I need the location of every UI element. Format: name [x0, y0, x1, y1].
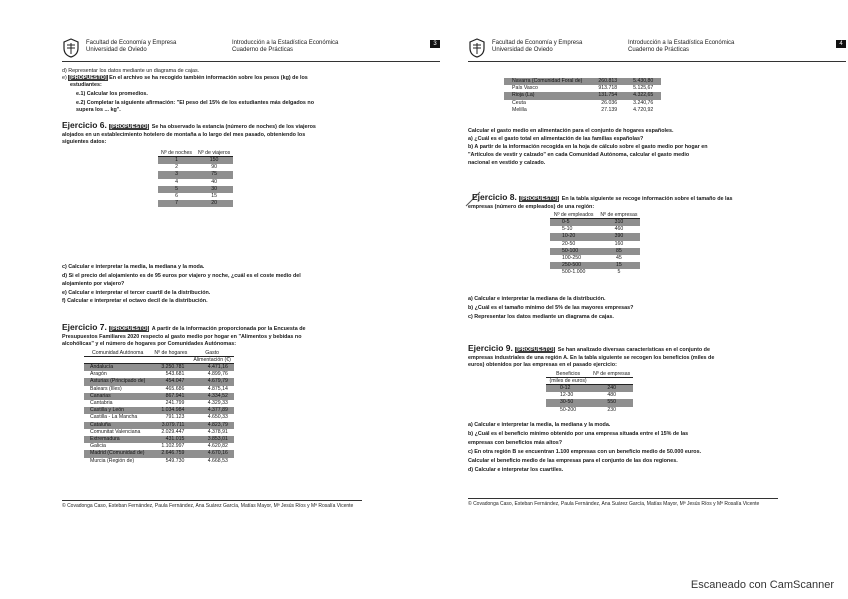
ex7-text: alcohólicas" y el número de hogares por Comunidades Autónomas: — [62, 341, 236, 347]
item-text: supera los ... kg". — [76, 107, 121, 113]
table-row — [158, 179, 233, 186]
ex6-text: alojados en un establecimiento hotelero de montaña a lo largo del mes pasado, obteniendo los — [62, 132, 306, 138]
table-cell: 4.899,76 — [207, 371, 228, 378]
table-cell: Melilla — [512, 106, 527, 113]
column-header: Gasto — [190, 350, 233, 357]
table-cell: Madrid (Comunidad de) — [84, 450, 151, 457]
table-cell: Aragón — [90, 371, 107, 378]
table-header-row — [84, 357, 234, 364]
table-cell: 2.646.759 — [151, 450, 190, 457]
column-header: Comunidad Autónoma — [84, 350, 151, 357]
table-cell: Cataluña — [84, 422, 151, 429]
table-row — [546, 407, 633, 414]
faculty-name: Facultad de Economía y Empresa Universidad de Oviedo — [86, 40, 177, 53]
exercise-9-heading: Ejercicio 9. [PROPUESTO] Se han analizado diversas características en el conjunto de — [468, 343, 710, 353]
table-row — [84, 364, 234, 372]
table-cell: 4.823,79 — [190, 422, 233, 429]
table-cell: 100-250 — [562, 255, 582, 262]
proposed-tag: [PROPUESTO] — [110, 124, 149, 130]
proposed-tag: [PROPUESTO] — [516, 347, 555, 353]
question-line: empresas con beneficios más altos? — [468, 440, 563, 446]
table-row — [158, 157, 233, 165]
proposed-tag: [PROPUESTO] — [520, 196, 559, 202]
table-cell: País Vasco — [512, 85, 538, 92]
table-cell: 250-500 — [550, 262, 597, 269]
table-row — [504, 78, 661, 85]
table-cell: 20 — [195, 200, 233, 207]
ex7-table — [84, 350, 234, 465]
column-header: Nº de empresas — [590, 371, 633, 378]
table-cell: Canarias — [84, 393, 151, 400]
table-row — [158, 186, 233, 193]
table-cell: Rioja (La) — [504, 92, 590, 99]
column-header: Alimentación (€) — [190, 357, 233, 364]
question-line: e) Calcular e interpretar el tercer cuartil de la distribución. — [62, 289, 211, 296]
table-row — [84, 422, 234, 429]
table-cell: 4.670,16 — [190, 450, 233, 457]
table-cell: 50-200 — [560, 406, 577, 413]
item-text: estudiantes: — [70, 82, 102, 88]
column-header — [151, 357, 190, 364]
page-number: 3 — [430, 40, 440, 48]
university-crest-icon — [468, 38, 486, 58]
table-row — [546, 392, 633, 399]
question-line: f) Calcular e interpretar el octavo decil de la distribución. — [62, 298, 208, 304]
table-cell: 0-12 — [546, 385, 590, 393]
table-cell: 4.322,65 — [625, 92, 661, 99]
table-cell: 40 — [211, 178, 217, 185]
table-cell: 150 — [195, 157, 233, 165]
ex6-text: siguientes datos: — [62, 139, 107, 145]
table-cell: Galicia — [90, 443, 106, 450]
table-row — [84, 450, 234, 457]
exercise-7-heading: Ejercicio 7. [PROPUESTO] A partir de la información proporcionada por la Encuesta de — [62, 322, 306, 332]
item-d: d) Representar los datos mediante un diagrama de cajas. — [62, 68, 200, 74]
table-cell: 3.250.781 — [151, 364, 190, 372]
page-header — [468, 38, 846, 62]
table-cell: Murcia (Región de) — [90, 457, 135, 464]
table-cell: 75 — [195, 171, 233, 178]
table-cell: Andalucía — [84, 364, 151, 372]
table-cell: 15 — [597, 262, 640, 269]
table-row — [84, 407, 234, 414]
table-row — [550, 269, 640, 276]
exercise-8-heading: Ejercicio 8. [PROPUESTO] En la tabla siguiente se recoge información sobre el tamaño de las — [472, 192, 733, 202]
proposed-tag: [PROPUESTO] — [69, 75, 107, 81]
table-row — [84, 436, 234, 443]
table-cell: 0-5 — [550, 219, 597, 227]
table-cell: 1.102.997 — [161, 443, 185, 450]
table-cell: 3.853,01 — [190, 436, 233, 443]
table-cell: 4.471,16 — [190, 364, 233, 372]
table-cell: 913.718 — [598, 85, 618, 92]
table-row — [84, 414, 234, 421]
table-row — [550, 219, 640, 227]
table-cell: 4 — [175, 178, 178, 185]
item-text: e.1) Calcular los promedios. — [76, 91, 148, 97]
question-line: c) Representar los datos mediante un diagrama de cajas. — [468, 314, 614, 320]
table-cell: 4.650,33 — [207, 414, 228, 421]
table-cell: 230 — [607, 406, 617, 413]
table-row — [550, 262, 640, 269]
table-cell: 5.125,67 — [633, 85, 654, 92]
table-row — [84, 458, 234, 465]
university-crest-icon — [62, 38, 80, 58]
column-header — [84, 357, 151, 364]
question-line: a) Calcular e interpretar la media, la mediana y la moda. — [468, 422, 611, 428]
column-header: Nº de noches — [158, 150, 195, 157]
scanner-watermark: Escaneado con CamScanner — [690, 579, 834, 591]
table-cell: 30 — [195, 186, 233, 193]
table-cell: 50-100 — [550, 248, 597, 255]
table-cell: 30-50 — [546, 399, 590, 406]
table-cell: 4.334,52 — [190, 393, 233, 400]
table-cell: 4.620,82 — [207, 443, 228, 450]
table-row — [84, 386, 234, 393]
table-row — [84, 429, 234, 436]
table-cell: 2.029.447 — [161, 428, 185, 435]
item-e: e) [PROPUESTO] En el archivo se ha recogido también información sobre los pesos (kg) de los — [62, 75, 308, 81]
ex6-table — [158, 150, 233, 207]
right-page — [468, 38, 846, 528]
table-row — [84, 400, 234, 407]
table-cell: 2 — [175, 164, 178, 171]
table-row — [158, 193, 233, 200]
column-header: (miles de euros) — [546, 378, 590, 385]
course-title: Introducción a la Estadística Económica Cuaderno de Prácticas — [232, 40, 339, 53]
table-cell: Comunitat Valenciana — [90, 428, 141, 435]
question-line: "Artículos de vestir y calzado" en cada Comunidad Autónoma, calcular el gasto medio — [468, 152, 690, 158]
course-title: Introducción a la Estadística Económica Cuaderno de Prácticas — [628, 40, 735, 53]
footer-copyright: © Covadonga Caso, Esteban Fernández, Paula Fernández, Ana Suárez García, Matías Mayor, Mª Jesús Ríos y Mª Rosalía Vicente — [62, 500, 362, 510]
table-row — [550, 248, 640, 255]
table-cell: 431.015 — [151, 436, 190, 443]
question-line: Calcular el gasto medio en alimentación para el conjunto de hogares españoles. — [468, 128, 674, 134]
ex7-text: Presupuestos Familiares 2020 respecto al gasto medio por hogar en "Alimentos y bebidas no — [62, 334, 302, 340]
table-row — [84, 443, 234, 450]
ex8-text: empresas (número de empleados) de una región: — [468, 204, 595, 210]
exercise-6-heading: Ejercicio 6. [PROPUESTO] Se ha observado la estancia (número de noches) de los viajeros — [62, 120, 316, 130]
ex7-table-continued — [504, 78, 661, 114]
ex9-text: euros) obtenidos por las empresas en el pasado ejercicio: — [468, 362, 617, 368]
page-number: 4 — [836, 40, 846, 48]
question-line: a) Calcular e interpretar la mediana de la distribución. — [468, 296, 606, 302]
table-row — [550, 241, 640, 248]
table-cell: 4.679,79 — [190, 378, 233, 385]
column-header: Nº de empleados — [550, 212, 597, 219]
table-cell: 550 — [590, 399, 633, 406]
question-line: b) ¿Cuál es el tamaño mínimo del 5% de las mayores empresas? — [468, 305, 634, 311]
table-cell: 85 — [597, 248, 640, 255]
question-line: c) En otra región B se encuentran 1.100 empresas con un beneficio medio de 50.000 euros. — [468, 449, 702, 455]
table-row — [158, 171, 233, 178]
left-page — [62, 38, 440, 528]
table-cell: 549.730 — [165, 457, 185, 464]
table-row — [546, 385, 633, 393]
table-cell: Asturias (Principado de) — [84, 378, 151, 385]
table-cell: 26.036 — [601, 99, 618, 106]
table-cell: 27.139 — [601, 106, 618, 113]
question-line: b) A partir de la información recogida en la hoja de cálculo sobre el gasto medio por hogar en — [468, 144, 708, 150]
table-cell: 4.720,92 — [633, 106, 654, 113]
table-row — [504, 107, 661, 114]
footer-copyright: © Covadonga Caso, Esteban Fernández, Paula Fernández, Ana Suárez García, Matías Mayor, Mª Jesús Ríos y Mª Rosalía Vicente — [468, 498, 778, 508]
table-row — [504, 100, 661, 107]
table-cell: 45 — [616, 255, 622, 262]
table-cell: Balears (Illes) — [90, 385, 122, 392]
table-cell: 543.681 — [165, 371, 185, 378]
table-cell: 465.686 — [165, 385, 185, 392]
table-cell: 460 — [614, 226, 624, 233]
table-cell: 4.378,91 — [207, 428, 228, 435]
table-row — [550, 233, 640, 240]
table-row — [84, 393, 234, 400]
table-cell: Cantabria — [90, 400, 113, 407]
column-header: Nº de empresas — [597, 212, 640, 219]
table-cell: 241.799 — [165, 400, 185, 407]
table-cell: Castilla y León — [84, 407, 151, 414]
question-line: alojamiento por viajero? — [62, 281, 125, 287]
table-cell: 390 — [597, 233, 640, 240]
question-line: d) Calcular e interpretar los cuartiles. — [468, 467, 564, 473]
table-cell: 791.123 — [165, 414, 185, 421]
table-cell: 480 — [607, 392, 617, 399]
page-header — [62, 38, 440, 62]
table-row — [84, 371, 234, 378]
table-cell: Ceuta — [512, 99, 526, 106]
question-line: c) Calcular e interpretar la media, la mediana y la moda. — [62, 264, 205, 270]
table-cell: 5.430,80 — [625, 78, 661, 85]
table-cell: 4.377,89 — [190, 407, 233, 414]
table-cell: 7 — [158, 200, 195, 207]
question-line: nacional en vestido y calzado. — [468, 160, 546, 166]
table-cell: 6 — [175, 193, 178, 200]
table-cell: 4.875,14 — [207, 385, 228, 392]
table-cell: 4.668,53 — [207, 457, 228, 464]
table-row — [504, 85, 661, 92]
table-row — [546, 399, 633, 406]
table-row — [158, 164, 233, 171]
table-cell: 20-50 — [562, 240, 576, 247]
table-cell: 500-1.000 — [562, 269, 586, 276]
table-cell: 15 — [211, 193, 217, 200]
column-header: Nº de hogares — [151, 350, 190, 357]
question-line: b) ¿Cuál es el beneficio mínimo obtenido por una empresa situada entre el 15% de las — [468, 431, 689, 437]
table-cell: 160 — [614, 240, 624, 247]
table-cell: 4.329,33 — [207, 400, 228, 407]
table-cell: Navarra (Comunidad Foral de) — [504, 78, 590, 85]
table-cell: 90 — [211, 164, 217, 171]
table-cell: 10-20 — [550, 233, 597, 240]
table-cell: 5 — [617, 269, 621, 276]
ex9-table — [546, 371, 633, 414]
table-cell: 260.813 — [590, 78, 625, 85]
table-cell: Extremadura — [84, 436, 151, 443]
table-row — [84, 378, 234, 385]
question-line: d) Si el precio del alojamiento es de 95 euros por viajero y noche, ¿cuál es el coste medio del — [62, 272, 301, 279]
table-cell: 1.034.984 — [151, 407, 190, 414]
table-cell: 1 — [158, 157, 195, 165]
item-text: e.2) Completar la siguiente afirmación: "El peso del 15% de los estudiantes más delgados no — [76, 100, 315, 106]
question-line: Calcular el beneficio medio de las empresas para el conjunto de las dos regiones. — [468, 458, 678, 464]
table-row — [158, 200, 233, 207]
column-header: Beneficios — [546, 371, 590, 378]
column-header — [590, 378, 633, 385]
table-header-row — [84, 350, 234, 357]
ex9-text: empresas industriales de una región A. En la tabla siguiente se recogen los beneficios (miles de — [468, 355, 715, 361]
table-cell: 3.240,76 — [633, 99, 654, 106]
question-line: a) ¿Cuál es el gasto total en alimentación de las familias españolas? — [468, 136, 644, 142]
table-cell: 5-10 — [562, 226, 573, 233]
table-cell: 5 — [158, 186, 195, 193]
table-cell: Castilla - La Mancha — [90, 414, 138, 421]
table-header-row — [546, 378, 633, 385]
faculty-name: Facultad de Economía y Empresa Universidad de Oviedo — [492, 40, 583, 53]
column-header: Nº de viajeros — [195, 150, 233, 157]
table-cell: 131.754 — [590, 92, 625, 99]
table-cell: 310 — [597, 219, 640, 227]
table-cell: 454.047 — [151, 378, 190, 385]
table-cell: 867.941 — [151, 393, 190, 400]
table-cell: 12-30 — [560, 392, 574, 399]
proposed-tag: [PROPUESTO] — [110, 326, 149, 332]
table-cell: 240 — [590, 385, 633, 393]
table-row — [550, 255, 640, 262]
table-cell: 3.079.711 — [151, 422, 190, 429]
table-cell: 3 — [158, 171, 195, 178]
ex8-table — [550, 212, 640, 277]
table-row — [550, 226, 640, 233]
table-row — [504, 92, 661, 99]
